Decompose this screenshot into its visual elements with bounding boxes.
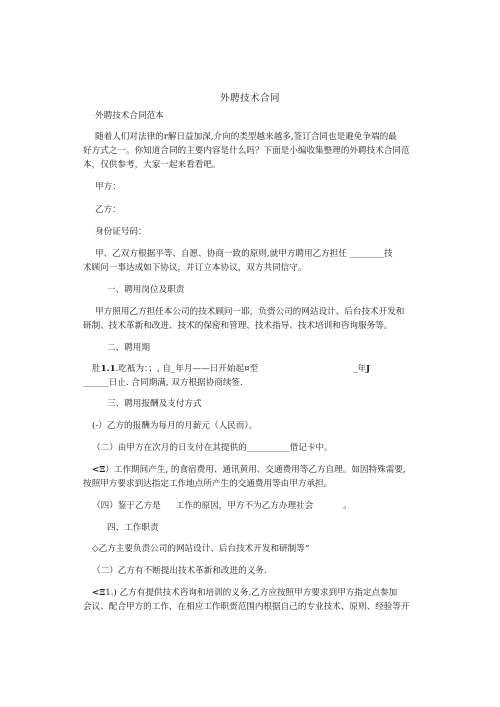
document-title: 外聘技术合同 (219, 93, 280, 104)
section-2-line-2: ______日止. 合同期满, 双方根据协商续签. (83, 378, 243, 388)
agreement-line-2: 术顾问一事达成如下协议，并订立本协议，双方共同信守。 (83, 263, 307, 273)
section-2-title: 二、聘用期 (107, 343, 150, 353)
section-2-year-text: _年 (353, 364, 367, 374)
section-3-title: 三、聘用报酬及支付方式 (107, 399, 202, 409)
section-3-item-3-marker: <Ξ (92, 465, 106, 475)
agreement-line-1: 甲、乙双方根据平等、自愿、协商一致的原则,就甲方聘用乙方担任 ________技 (95, 249, 393, 259)
section-3-item-1: (-）乙方的报酬为每月的月薪元（人民而）。 (92, 421, 258, 431)
document-subtitle: 外聘技术合同范本 (95, 111, 164, 121)
section-3-item-2: （二）由甲方在次月的日支付在其提供的__________借记卡中。 (92, 443, 333, 453)
section-3-item-3 (92, 464, 406, 476)
section-3-item-3-text: ）工作期间产生, 的食宿费用、通讯黄用、交通费用等乙方自理。如因特殊需要, (105, 465, 406, 475)
party-a-label: 甲方： (95, 182, 121, 192)
section-4-item-3-cont: 会议、配合甲方的工作，在相应工作职赍范围内根据自己的专业技术、原则、经验等开 (83, 602, 410, 612)
section-3-item-4-part-2: 工作的原因，甲方不为乙方办理社会 (175, 501, 314, 511)
section-4-title: 四、工作职责 (107, 523, 159, 533)
party-b-label: 乙方： (95, 205, 121, 215)
section-3-item-4 (92, 500, 352, 512)
intro-line-2: 好方式之一。你知道合同的主要内容是什么吗？下面是小编收集整理的外聘技术合同范 (83, 146, 410, 156)
section-3-item-4-part-3: 。 (343, 501, 352, 511)
section-4-item-3-marker: <Ξ (92, 588, 106, 598)
section-1-title: 一、聘用岗位及职责 (107, 285, 185, 295)
id-number-label: 身份证号码： (95, 227, 147, 237)
section-3-item-4-part-1: （四）鉴于乙方是 (92, 501, 161, 511)
section-3-item-3-cont: 按照甲方要求到达指定工作地点所产生的交通费用等由甲方承担。 (83, 479, 333, 489)
section-4-item-2: （二）乙方有不断提出技术革新和改进的义务. (92, 566, 267, 576)
section-1-line-1: 甲方照用乙方担任本公司的技术顾问一耶，负赍公司的网站设计、后台技术开发和 (95, 307, 405, 317)
section-2-term-text: .吃袛为：；, 自_年月——日开始起¤至 (115, 364, 259, 374)
section-2-line-1 (92, 363, 370, 375)
intro-line-1: 随着人们对法律的r解日益加深,介向的类型越来越多,签订合同也是避免争端的最 (95, 132, 397, 142)
intro-line-3: 本，仅供参考，大家一起来看看吧。 (83, 160, 221, 170)
section-2-clause-number: 1.1 (100, 364, 116, 374)
section-1-line-2: 研制、技术革新和改进、技术的保密和管理、技术指导、技术培训和咨询服务等。 (83, 321, 393, 331)
section-2-prefix: 肚 (92, 364, 101, 374)
section-2-end-mark: J (366, 364, 371, 374)
section-4-item-3-text: 1.) 乙方有提供技术咨询和培训的义务.乙方应按照甲方要求到甲方指定点参加 (105, 588, 398, 598)
section-4-item-1: ◇乙方主要负责公司的网站设计、后台技术开发和研制等“ (92, 544, 310, 554)
section-4-item-3 (92, 587, 397, 599)
